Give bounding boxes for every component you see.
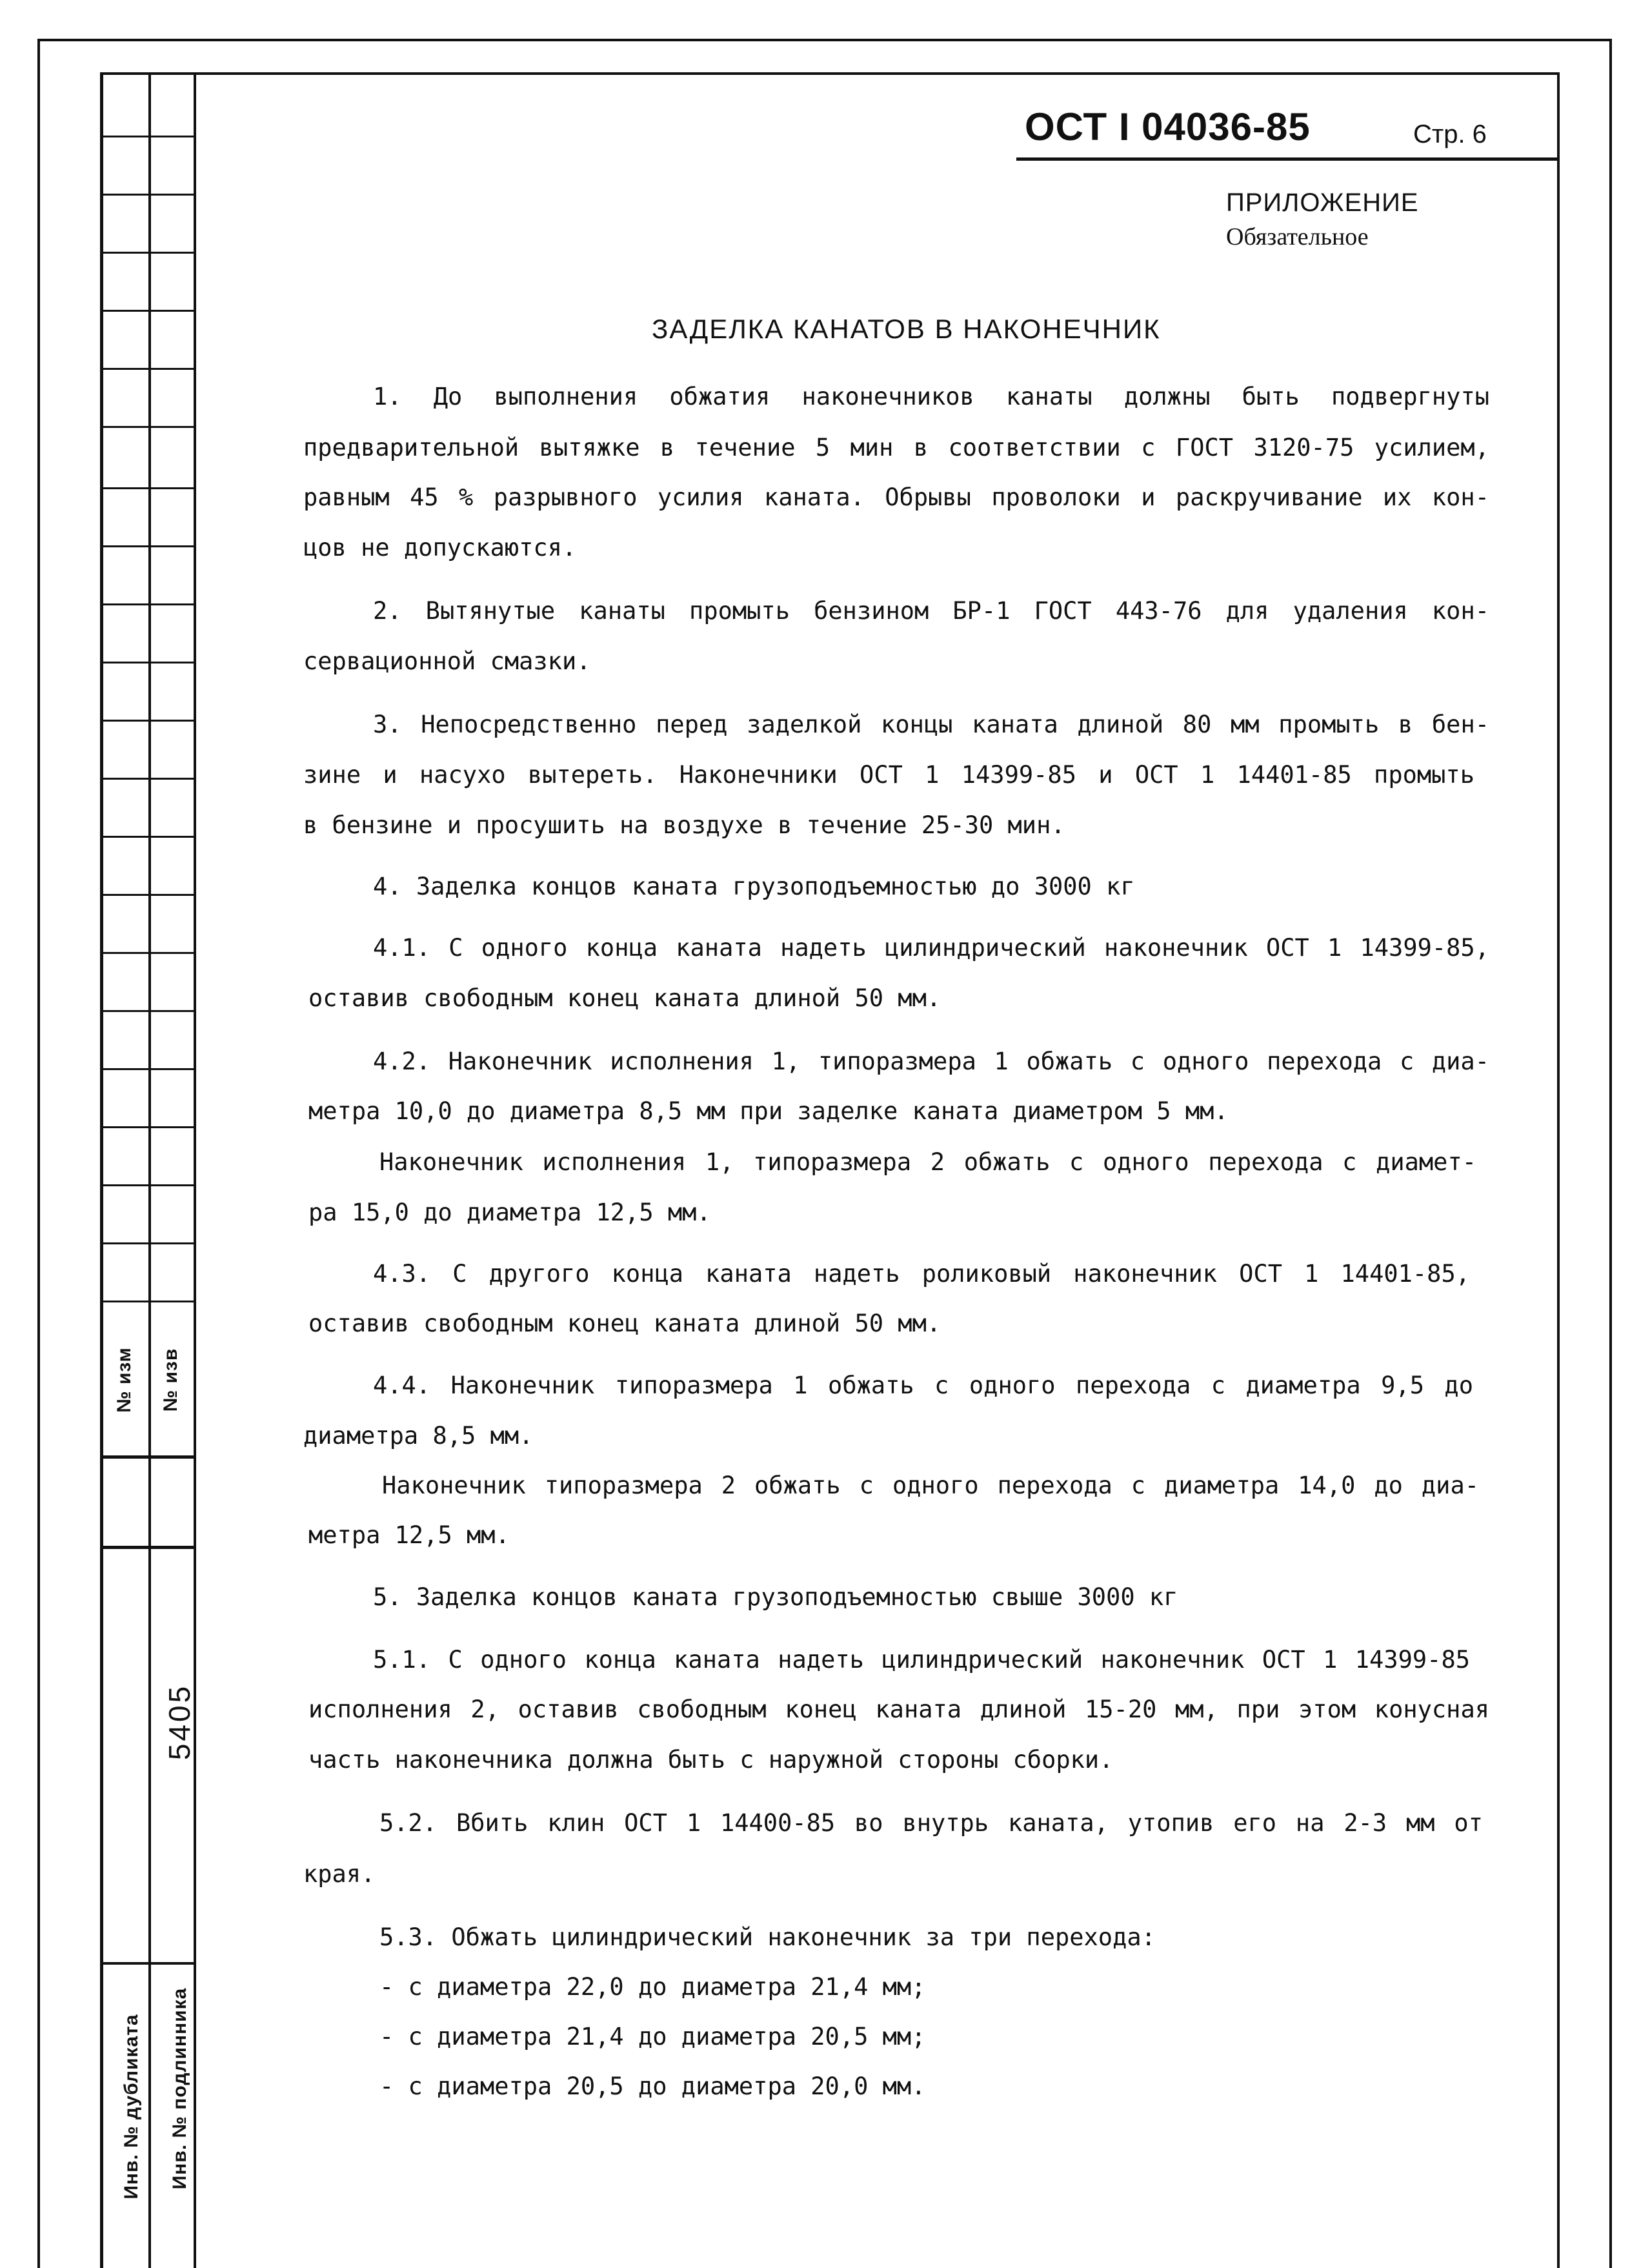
stamp-row-line [100,720,196,722]
stamp-row-line [100,1010,196,1012]
stamp-row-line [100,662,196,663]
stamp-row-line [100,1068,196,1070]
stamp-row-line [100,1242,196,1244]
page-number: Стр. 6 [1413,120,1487,148]
body-line: 5.2. Вбить клин ОСТ 1 14400-85 во внутрь каната, утопив его на 2-3 мм от [379,1809,1483,1837]
stamp-row-line [100,487,196,489]
appendix-title: ПРИЛОЖЕНИЕ [1226,188,1419,217]
body-line: 4.1. С одного конца каната надеть цилиндрический наконечник ОСТ 1 14399-85, [373,934,1489,962]
body-line: 4.3. С другого конца каната надеть роликовый наконечник ОСТ 1 14401-85, [373,1260,1470,1288]
stamp-izm-label: № изм [114,1347,135,1413]
stamp-orig-inv-label: Инв. № подлинника [169,1987,190,2190]
stamp-row-line [100,310,196,312]
document-number: ОСТ I 04036-85 [1025,105,1311,148]
body-line: в бензине и просушить на воздухе в течение 25-30 мин. [303,811,1065,839]
body-line: исполнения 2, оставив свободным конец каната длиной 15-20 мм, при этом конусная [308,1696,1489,1723]
body-line: Наконечник исполнения 1, типоразмера 2 обжать с одного перехода с диамет- [379,1148,1476,1176]
stamp-number: 5405 [163,1683,196,1761]
body-line: 1. До выполнения обжатия наконечников канаты должны быть подвергнуты [373,383,1489,410]
stamp-row-line [100,1962,196,1965]
body-line: часть наконечника должна быть с наружной стороны сборки. [308,1746,1114,1774]
stamp-row-line [100,136,196,137]
body-line: 2. Вытянутые канаты промыть бензином БР-1 ГОСТ 443-76 для удаления кон- [373,597,1489,625]
body-line: зине и насухо вытереть. Наконечники ОСТ 1 14399-85 и ОСТ 1 14401-85 промыть [303,761,1474,789]
stamp-row-line [100,778,196,780]
body-line: 4. Заделка концов каната грузоподъемностью до 3000 кг [373,873,1135,900]
stamp-row-line [100,194,196,196]
outer-border-right [1609,39,1612,2268]
stamp-row-line [100,426,196,428]
body-line: 3. Непосредственно перед заделкой концы каната длиной 80 мм промыть в бен- [373,711,1489,738]
body-line: 4.2. Наконечник исполнения 1, типоразмера 1 обжать с одного перехода с диа- [373,1048,1489,1075]
stamp-col-line-2 [194,72,196,2268]
document-title: ЗАДЕЛКА КАНАТОВ В НАКОНЕЧНИК [652,314,1161,344]
outer-border-left [37,39,40,2268]
stamp-row-line [100,368,196,370]
inner-border-left [100,72,103,2268]
body-line: - с диаметра 20,5 до диаметра 20,0 мм. [379,2072,926,2100]
body-line: оставив свободным конец каната длиной 50 мм. [308,1310,941,1337]
body-line: равным 45 % разрывного усилия каната. Обрывы проволоки и раскручивание их кон- [303,483,1489,511]
body-line: метра 12,5 мм. [308,1521,510,1549]
stamp-row-line [100,1455,196,1459]
body-line: предварительной вытяжке в течение 5 мин в соответствии с ГОСТ 3120-75 усилием, [303,434,1489,461]
stamp-dup-inv-label: Инв. № дубликата [121,2014,142,2200]
stamp-col-line-1 [148,72,151,2268]
stamp-row-line [100,545,196,547]
body-line: цов не допускаются. [303,534,577,562]
stamp-row-line [100,1301,196,1302]
stamp-izv-label: № изв [160,1348,181,1412]
body-line: оставив свободным конец каната длиной 50 мм. [308,984,941,1012]
body-line: 4.4. Наконечник типоразмера 1 обжать с одного перехода с диаметра 9,5 до [373,1372,1473,1399]
inner-border-top [100,72,1560,75]
stamp-row-line [100,1184,196,1186]
body-line: 5.1. С одного конца каната надеть цилиндрический наконечник ОСТ 1 14399-85 [373,1646,1470,1674]
header-rule [1016,157,1557,161]
stamp-row-line [100,252,196,254]
body-line: ра 15,0 до диаметра 12,5 мм. [308,1199,711,1226]
stamp-row-line [100,1126,196,1128]
stamp-row-line [100,1546,196,1549]
body-line: сервационной смазки. [303,647,591,675]
body-line: 5.3. Обжать цилиндрический наконечник за три перехода: [379,1923,1156,1951]
body-line: 5. Заделка концов каната грузоподъемностью свыше 3000 кг [373,1583,1178,1611]
stamp-row-line [100,836,196,838]
body-line: диаметра 8,5 мм. [303,1422,534,1450]
stamp-row-line [100,603,196,605]
inner-border-right [1557,72,1560,2268]
appendix-subtitle: Обязательное [1226,223,1369,250]
stamp-row-line [100,952,196,954]
body-line: - с диаметра 22,0 до диаметра 21,4 мм; [379,1973,926,2001]
body-line: Наконечник типоразмера 2 обжать с одного перехода с диаметра 14,0 до диа- [382,1472,1479,1499]
body-line: края. [303,1860,376,1888]
outer-border-top [37,39,1612,41]
body-line: - с диаметра 21,4 до диаметра 20,5 мм; [379,2023,926,2050]
stamp-row-line [100,894,196,896]
body-line: метра 10,0 до диаметра 8,5 мм при заделке каната диаметром 5 мм. [308,1097,1229,1125]
